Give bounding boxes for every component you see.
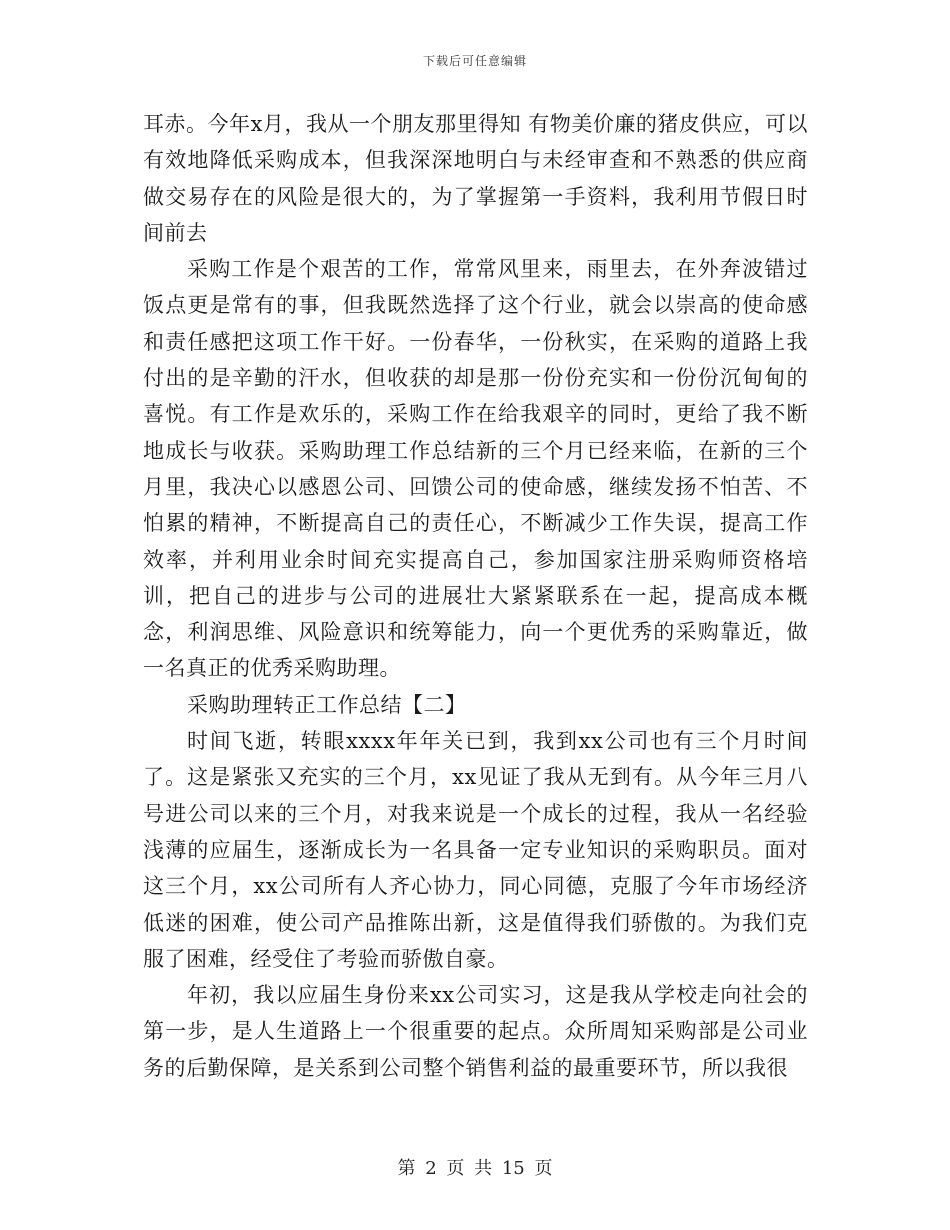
paragraph-work-reflection: 采购工作是个艰苦的工作，常常风里来，雨里去，在外奔波错过饭点更是常有的事，但我既然选择了这个行业，就会以崇高的使命感和责任感把这项工作干好。一份春华，一份秋实，在采购的道路上我付出的是辛勤的汗水，但收获的却是那一份份充实和一份份沉甸甸的喜悦。有工作是欢乐的，采购工作在给我艰辛的同时，更给了我不断地成长与收获。采购助理工作总结新的三个月已经来临，在新的三个月里，我决心以感恩公司、回馈公司的使命感，继续发扬不怕苦、不怕累的精神，不断提高自己的责任心，不断减少工作失误，提高工作效率，并利用业余时间充实提高自己，参加国家注册采购师资格培训，把自己的进步与公司的进展壮大紧紧联系在一起，提高成本概念，利润思维、风险意识和统筹能力，向一个更优秀的采购靠近，做一名真正的优秀采购助理。	[143, 257, 808, 681]
document-body	[143, 106, 808, 1086]
paragraph-time-flies: 时间飞逝，转眼xxxx年年关已到，我到xx公司也有三个月时间了。这是紧张又充实的三个月，xx见证了我从无到有。从今年三月八号进公司以来的三个月，对我来说是一个成长的过程，我从一名经验浅薄的应届生，逐渐成长为一名具备一定专业知识的采购职员。面对这三个月，xx公司所有人齐心协力，同心同德，克服了今年市场经济低迷的困难，使公司产品推陈出新，这是值得我们骄傲的。为我们克服了困难，经受住了考验而骄傲自豪。	[143, 729, 808, 971]
section-heading: 采购助理转正工作总结【二】	[187, 692, 467, 717]
page-footer-number: 第 2 页 共 15 页	[397, 1158, 553, 1179]
paragraph-continuation: 耳赤。今年x月，我从一个朋友那里得知 有物美价廉的猪皮供应，可以有效地降低采购成本，但我深深地明白与未经审查和不熟悉的供应商做交易存在的风险是很大的，为了掌握第一手资料，我利用节假日时间前去	[143, 112, 808, 245]
paragraph-start-of-year: 年初，我以应届生身份来xx公司实习，这是我从学校走向社会的第一步，是人生道路上一个很重要的起点。众所周知采购部是公司业务的后勤保障，是关系到公司整个销售利益的最重要环节，所以我很	[143, 983, 808, 1080]
page-header-note: 下载后可任意编辑	[422, 54, 527, 68]
